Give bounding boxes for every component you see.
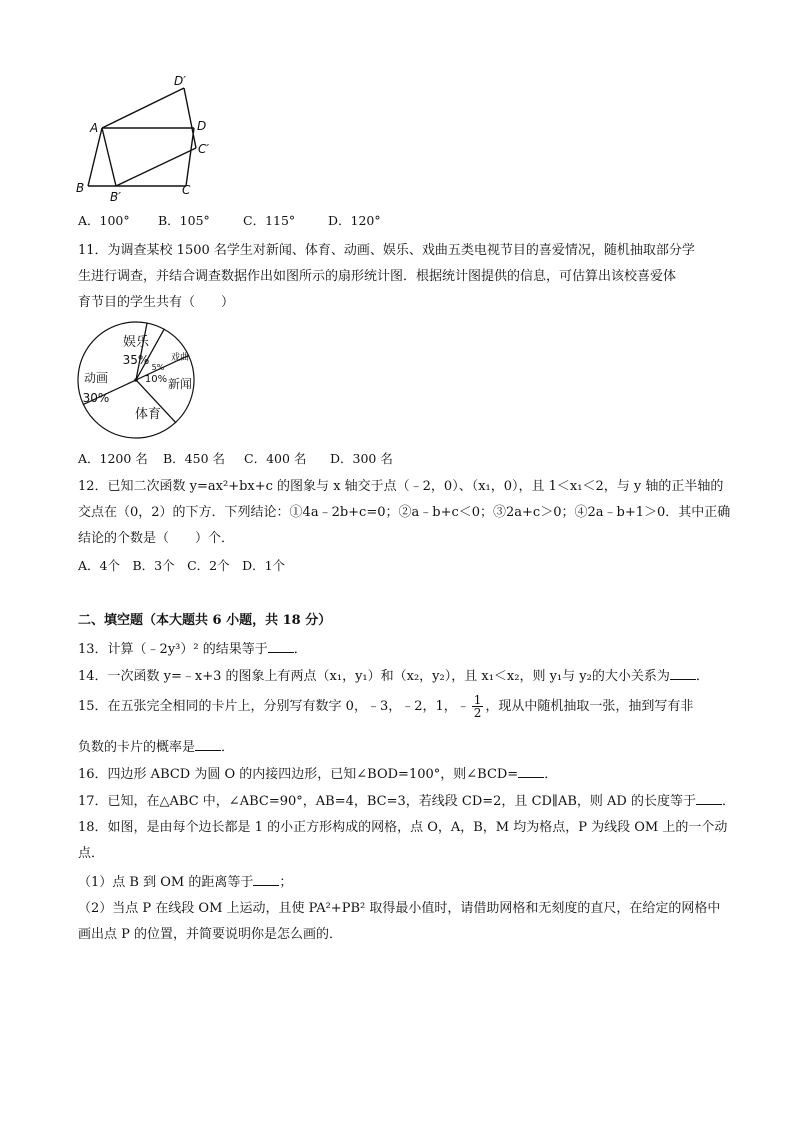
- q18-line-1: 18．如图，是由每个边长都是 1 的小正方形构成的网格，点 O，A，B，M 均为格点，P 为线段 OM 上的一个动: [78, 820, 728, 835]
- q10-figure: [70, 70, 220, 208]
- q18-part-2-line-1: （2）当点 P 在线段 OM 上运动，且使 PA²+PB² 取得最小值时，请借助网格和无刻度的直尺，在给定的网格中: [78, 901, 721, 916]
- pie-value-2: 10%: [144, 374, 168, 385]
- q14-end: ．: [695, 669, 709, 684]
- q13-blank[interactable]: [268, 640, 294, 653]
- section-2-heading: 二、填空题（本大题共 6 小题，共 18 分）: [78, 613, 332, 628]
- q11-option-d: D．300 名: [330, 451, 393, 466]
- q18-part1-end: ；: [279, 875, 293, 890]
- label-Cp: C′: [198, 142, 210, 156]
- q18-part1-blank[interactable]: [253, 873, 279, 886]
- q13-end: ．: [293, 642, 307, 657]
- pie-value-0: 35%: [122, 353, 150, 367]
- q10-option-d: D．120°: [328, 213, 381, 228]
- label-A: A: [90, 121, 99, 135]
- q11-option-c: C．400 名: [244, 451, 307, 466]
- label-C: C: [182, 183, 191, 197]
- q17: [78, 792, 735, 811]
- q14-blank[interactable]: [670, 667, 696, 680]
- q11-line-2: 生进行调查，并结合调查数据作出如图所示的扇形统计图．根据统计图提供的信息，可估算出该校喜爱体: [78, 269, 677, 284]
- seg-Cp-Bp: [116, 148, 196, 186]
- label-B: B: [76, 181, 85, 195]
- pie-label-4: 动画: [83, 371, 109, 385]
- pie-value-1: 5%: [151, 363, 165, 372]
- q10-option-b: B．105°: [158, 213, 210, 228]
- pie-value-4: 30%: [82, 391, 110, 405]
- q14: [78, 667, 709, 686]
- q12-line-1: 12．已知二次函数 y=ax²+bx+c 的图象与 x 轴交于点（﹣2，0）、（x₁，0），且 1＜x₁＜2，与 y 轴的正半轴的: [78, 479, 724, 494]
- q11-option-a: A．1200 名: [78, 451, 148, 466]
- q16-end: ．: [544, 767, 558, 782]
- q15-text: 15．在五张完全相同的卡片上，分别写有数字 0，﹣3，﹣2，1，﹣: [78, 699, 470, 714]
- q18-line-2: 点．: [78, 846, 105, 861]
- pie-center-dot: [134, 378, 138, 382]
- q15-frac-den: 2: [473, 706, 482, 720]
- q16-text: 16．四边形 ABCD 为圆 O 的内接四边形，已知∠BOD=100°，则∠BCD=: [78, 767, 519, 782]
- q18-part1-text: （1）点 B 到 OM 的距离等于: [78, 875, 254, 890]
- seg-D-C: [186, 128, 194, 186]
- q13-text: 13．计算（﹣2y³）² 的结果等于: [78, 642, 268, 657]
- pie-label-3: 体育: [134, 407, 162, 422]
- seg-A-B: [88, 128, 102, 186]
- q17-text: 17．已知，在△ABC 中，∠ABC=90°，AB=4，BC=3，若线段 CD=2，且 CD∥AB，则 AD 的长度等于: [78, 794, 696, 809]
- q13: [78, 640, 307, 659]
- q15-line2-text: 负数的卡片的概率是: [78, 740, 196, 755]
- q17-end: ．: [721, 794, 735, 809]
- pie-label-2: 新闻: [167, 377, 193, 391]
- seg-A-Dp: [102, 88, 184, 128]
- pie-label-0: 娱乐: [122, 335, 150, 350]
- pie-label-1: 戏曲: [170, 353, 190, 363]
- seg-A-Bp: [102, 128, 116, 186]
- label-Bp: B′: [110, 190, 121, 204]
- q15-fraction: [472, 694, 484, 719]
- q16: [78, 765, 557, 784]
- q18-part-2-line-2: 画出点 P 的位置，并简要说明你是怎么画的．: [78, 927, 343, 942]
- q11-line-3: 育节目的学生共有（ ）: [78, 295, 235, 310]
- q15-frac-num: 1: [473, 693, 482, 707]
- q15-line-1: [78, 694, 693, 719]
- q12-line-3: 结论的个数是（ ）个．: [78, 531, 235, 546]
- q15-line-2: [78, 738, 234, 757]
- pie-chart: [74, 318, 198, 442]
- label-D: D: [197, 119, 207, 133]
- q18-part-1: [78, 873, 292, 892]
- q14-text: 14．一次函数 y=﹣x+3 的图象上有两点（x₁，y₁）和（x₂，y₂），且 x₁＜x₂，则 y₁与 y₂的大小关系为: [78, 669, 670, 684]
- q12-options: A．4个 B．3个 C．2个 D．1个: [78, 558, 286, 573]
- q11-option-b: B．450 名: [163, 451, 226, 466]
- q15-end: ．: [221, 740, 235, 755]
- q10-option-a: A．100°: [78, 213, 130, 228]
- q15-text-2: ，现从中随机抽取一张，抽到写有非: [485, 699, 694, 714]
- q10-option-c: C．115°: [243, 213, 296, 228]
- q17-blank[interactable]: [696, 792, 722, 805]
- q15-blank[interactable]: [195, 738, 221, 751]
- q12-line-2: 交点在（0，2）的下方．下列结论：①4a﹣2b+c=0；②a﹣b+c＜0；③2a+c＞0；④2a﹣b+1＞0．其中正确: [78, 505, 731, 520]
- q11-line-1: 11．为调查某校 1500 名学生对新闻、体育、动画、娱乐、戏曲五类电视节目的喜爱情况，随机抽取部分学: [78, 243, 695, 258]
- label-Dp: D′: [174, 74, 186, 88]
- q16-blank[interactable]: [518, 765, 544, 778]
- seg-Dp-Cp: [184, 88, 196, 148]
